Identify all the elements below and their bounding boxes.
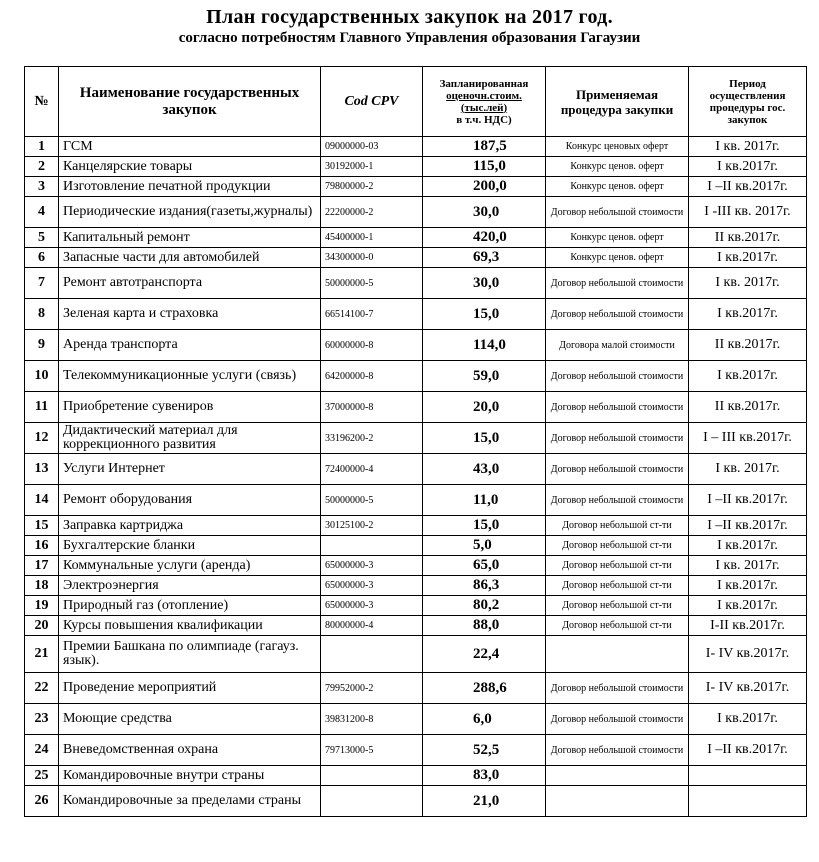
- table-row: [25, 556, 807, 576]
- row-name: Премии Башкана по олимпиаде (гагауз. язык).: [59, 636, 321, 673]
- row-cpv: [321, 786, 423, 817]
- row-name: Запасные части для автомобилей: [59, 248, 321, 268]
- document-title: План государственных закупок на 2017 год.: [206, 6, 613, 28]
- table-row: [25, 766, 807, 786]
- row-period: [689, 786, 807, 817]
- row-procedure: Договор небольшой стоимости: [546, 268, 689, 299]
- row-cpv: 60000000-8: [321, 330, 423, 361]
- row-name: Дидактический материал для коррекционного развития: [59, 423, 321, 454]
- row-cpv: 37000000-8: [321, 392, 423, 423]
- row-num: 18: [25, 576, 59, 596]
- row-num: 12: [25, 423, 59, 454]
- row-name: Ремонт автотранспорта: [59, 268, 321, 299]
- table-row: [25, 299, 807, 330]
- table-row: [25, 786, 807, 817]
- row-num: 21: [25, 636, 59, 673]
- header-cpv: Cod CPV: [321, 67, 423, 137]
- row-value: 187,5: [423, 137, 546, 157]
- row-name: Канцелярские товары: [59, 157, 321, 177]
- row-period: I –II кв.2017г.: [689, 516, 807, 536]
- row-procedure: Договор небольшой стоимости: [546, 197, 689, 228]
- row-name: ГСМ: [59, 137, 321, 157]
- row-value: 200,0: [423, 177, 546, 197]
- row-period: I кв.2017г.: [689, 576, 807, 596]
- table-row: [25, 596, 807, 616]
- row-cpv: 65000000-3: [321, 556, 423, 576]
- row-num: 4: [25, 197, 59, 228]
- row-procedure: Конкурс ценов. оферт: [546, 157, 689, 177]
- row-name: Зеленая карта и страховка: [59, 299, 321, 330]
- row-period: I –II кв.2017г.: [689, 735, 807, 766]
- row-procedure: [546, 786, 689, 817]
- procurement-table: [24, 66, 807, 817]
- row-num: 23: [25, 704, 59, 735]
- row-value: 22,4: [423, 636, 546, 673]
- row-cpv: 30125100-2: [321, 516, 423, 536]
- row-procedure: Конкурс ценовых оферт: [546, 137, 689, 157]
- row-name: Телекоммуникационные услуги (связь): [59, 361, 321, 392]
- header-value: [423, 67, 546, 137]
- row-period: I кв.2017г.: [689, 536, 807, 556]
- row-num: 19: [25, 596, 59, 616]
- header-procedure: Применяемая процедура закупки: [546, 67, 689, 137]
- header-name: Наименование государственных закупок: [59, 67, 321, 137]
- table-header-row: [25, 67, 807, 137]
- row-cpv: 39831200-8: [321, 704, 423, 735]
- row-num: 13: [25, 454, 59, 485]
- row-value: 5,0: [423, 536, 546, 556]
- row-name: Приобретение сувениров: [59, 392, 321, 423]
- row-name: Бухгалтерские бланки: [59, 536, 321, 556]
- row-procedure: Договор небольшой ст-ти: [546, 576, 689, 596]
- table-row: [25, 361, 807, 392]
- row-cpv: [321, 636, 423, 673]
- row-cpv: 45400000-1: [321, 228, 423, 248]
- row-cpv: 79800000-2: [321, 177, 423, 197]
- table-row: [25, 673, 807, 704]
- header-value-line4: в т.ч. НДС): [456, 113, 512, 126]
- table-row: [25, 228, 807, 248]
- row-num: 6: [25, 248, 59, 268]
- row-name: Коммунальные услуги (аренда): [59, 556, 321, 576]
- row-period: I кв.2017г.: [689, 248, 807, 268]
- row-name: Курсы повышения квалификации: [59, 616, 321, 636]
- row-name: Проведение мероприятий: [59, 673, 321, 704]
- row-procedure: Договор небольшой ст-ти: [546, 556, 689, 576]
- row-cpv: 50000000-5: [321, 268, 423, 299]
- row-procedure: [546, 636, 689, 673]
- row-procedure: Договор небольшой стоимости: [546, 299, 689, 330]
- row-procedure: Договор небольшой стоимости: [546, 485, 689, 516]
- row-num: 22: [25, 673, 59, 704]
- row-num: 14: [25, 485, 59, 516]
- row-name: Природный газ (отопление): [59, 596, 321, 616]
- row-period: I кв. 2017г.: [689, 137, 807, 157]
- row-procedure: Договор небольшой стоимости: [546, 392, 689, 423]
- row-procedure: Договор небольшой стоимости: [546, 704, 689, 735]
- row-period: I кв. 2017г.: [689, 556, 807, 576]
- row-value: 30,0: [423, 197, 546, 228]
- row-name: Заправка картриджа: [59, 516, 321, 536]
- row-num: 7: [25, 268, 59, 299]
- row-procedure: Конкурс ценов. оферт: [546, 177, 689, 197]
- header-value-line3: (тыс.лей): [460, 101, 508, 114]
- row-num: 16: [25, 536, 59, 556]
- row-procedure: Договор небольшой стоимости: [546, 361, 689, 392]
- row-cpv: [321, 536, 423, 556]
- table-row: [25, 330, 807, 361]
- row-value: 15,0: [423, 423, 546, 454]
- table-row: [25, 268, 807, 299]
- row-value: 69,3: [423, 248, 546, 268]
- row-num: 26: [25, 786, 59, 817]
- row-procedure: Договор небольшой ст-ти: [546, 616, 689, 636]
- table-row: [25, 392, 807, 423]
- row-procedure: Договор небольшой ст-ти: [546, 596, 689, 616]
- row-cpv: 79952000-2: [321, 673, 423, 704]
- row-name: Периодические издания(газеты,журналы): [59, 197, 321, 228]
- row-value: 114,0: [423, 330, 546, 361]
- row-procedure: Конкурс ценов. оферт: [546, 228, 689, 248]
- row-num: 17: [25, 556, 59, 576]
- row-num: 20: [25, 616, 59, 636]
- row-num: 1: [25, 137, 59, 157]
- row-procedure: Договор небольшой стоимости: [546, 673, 689, 704]
- row-value: 80,2: [423, 596, 546, 616]
- row-cpv: 72400000-4: [321, 454, 423, 485]
- table-row: [25, 157, 807, 177]
- row-cpv: 65000000-3: [321, 576, 423, 596]
- header-num: №: [25, 67, 59, 137]
- row-procedure: Договор небольшой стоимости: [546, 423, 689, 454]
- row-value: 15,0: [423, 516, 546, 536]
- table-row: [25, 704, 807, 735]
- row-period: I кв.2017г.: [689, 704, 807, 735]
- row-name: Изготовление печатной продукции: [59, 177, 321, 197]
- row-value: 21,0: [423, 786, 546, 817]
- row-num: 25: [25, 766, 59, 786]
- table-row: [25, 516, 807, 536]
- row-procedure: Договор небольшой стоимости: [546, 735, 689, 766]
- row-period: I -III кв. 2017г.: [689, 197, 807, 228]
- row-name: Вневедомственная охрана: [59, 735, 321, 766]
- row-period: I кв.2017г.: [689, 299, 807, 330]
- table-row: [25, 576, 807, 596]
- row-procedure: Договора малой стоимости: [546, 330, 689, 361]
- row-name: Капитальный ремонт: [59, 228, 321, 248]
- row-period: I кв.2017г.: [689, 361, 807, 392]
- row-value: 11,0: [423, 485, 546, 516]
- row-cpv: [321, 766, 423, 786]
- row-value: 43,0: [423, 454, 546, 485]
- row-period: I кв.2017г.: [689, 157, 807, 177]
- row-name: Услуги Интернет: [59, 454, 321, 485]
- row-procedure: Договор небольшой ст-ти: [546, 536, 689, 556]
- row-num: 8: [25, 299, 59, 330]
- row-period: II кв.2017г.: [689, 392, 807, 423]
- row-name: Ремонт оборудования: [59, 485, 321, 516]
- row-value: 52,5: [423, 735, 546, 766]
- row-cpv: 65000000-3: [321, 596, 423, 616]
- row-value: 288,6: [423, 673, 546, 704]
- row-value: 88,0: [423, 616, 546, 636]
- row-value: 65,0: [423, 556, 546, 576]
- row-cpv: 30192000-1: [321, 157, 423, 177]
- row-value: 420,0: [423, 228, 546, 248]
- row-period: I- IV кв.2017г.: [689, 636, 807, 673]
- row-period: II кв.2017г.: [689, 228, 807, 248]
- row-value: 86,3: [423, 576, 546, 596]
- row-period: I кв. 2017г.: [689, 454, 807, 485]
- table-row: [25, 137, 807, 157]
- table-row: [25, 248, 807, 268]
- row-num: 15: [25, 516, 59, 536]
- table-row: [25, 423, 807, 454]
- table-row: [25, 636, 807, 673]
- row-period: I- IV кв.2017г.: [689, 673, 807, 704]
- row-period: I кв. 2017г.: [689, 268, 807, 299]
- row-procedure: Договор небольшой стоимости: [546, 454, 689, 485]
- row-value: 30,0: [423, 268, 546, 299]
- row-num: 9: [25, 330, 59, 361]
- row-cpv: 33196200-2: [321, 423, 423, 454]
- table-row: [25, 177, 807, 197]
- table-row: [25, 735, 807, 766]
- row-cpv: 50000000-5: [321, 485, 423, 516]
- document-subtitle: согласно потребностям Главного Управления образования Гагаузии: [178, 30, 641, 46]
- row-cpv: 79713000-5: [321, 735, 423, 766]
- row-name: Командировочные внутри страны: [59, 766, 321, 786]
- table-row: [25, 616, 807, 636]
- row-period: I – III кв.2017г.: [689, 423, 807, 454]
- row-period: I кв.2017г.: [689, 596, 807, 616]
- header-period: Период осуществления процедуры гос. закупок: [689, 67, 807, 137]
- row-cpv: 64200000-8: [321, 361, 423, 392]
- table-row: [25, 454, 807, 485]
- row-cpv: 09000000-03: [321, 137, 423, 157]
- row-value: 59,0: [423, 361, 546, 392]
- row-num: 5: [25, 228, 59, 248]
- header-value-line2: оценочн.стоим.: [446, 89, 522, 102]
- row-name: Командировочные за пределами страны: [59, 786, 321, 817]
- row-name: Электроэнергия: [59, 576, 321, 596]
- row-num: 10: [25, 361, 59, 392]
- row-period: [689, 766, 807, 786]
- table-row: [25, 485, 807, 516]
- table-row: [25, 536, 807, 556]
- row-period: I –II кв.2017г.: [689, 485, 807, 516]
- row-period: I –II кв.2017г.: [689, 177, 807, 197]
- header-value-line1: Запланированная: [439, 77, 529, 90]
- table-row: [25, 197, 807, 228]
- row-procedure: Договор небольшой ст-ти: [546, 516, 689, 536]
- row-cpv: 34300000-0: [321, 248, 423, 268]
- row-cpv: 80000000-4: [321, 616, 423, 636]
- row-value: 20,0: [423, 392, 546, 423]
- row-value: 15,0: [423, 299, 546, 330]
- row-procedure: [546, 766, 689, 786]
- row-procedure: Конкурс ценов. оферт: [546, 248, 689, 268]
- row-cpv: 66514100-7: [321, 299, 423, 330]
- row-period: I-II кв.2017г.: [689, 616, 807, 636]
- row-name: Моющие средства: [59, 704, 321, 735]
- row-period: II кв.2017г.: [689, 330, 807, 361]
- row-name: Аренда транспорта: [59, 330, 321, 361]
- row-num: 3: [25, 177, 59, 197]
- row-num: 24: [25, 735, 59, 766]
- row-value: 83,0: [423, 766, 546, 786]
- row-num: 11: [25, 392, 59, 423]
- row-cpv: 22200000-2: [321, 197, 423, 228]
- row-value: 115,0: [423, 157, 546, 177]
- row-value: 6,0: [423, 704, 546, 735]
- row-num: 2: [25, 157, 59, 177]
